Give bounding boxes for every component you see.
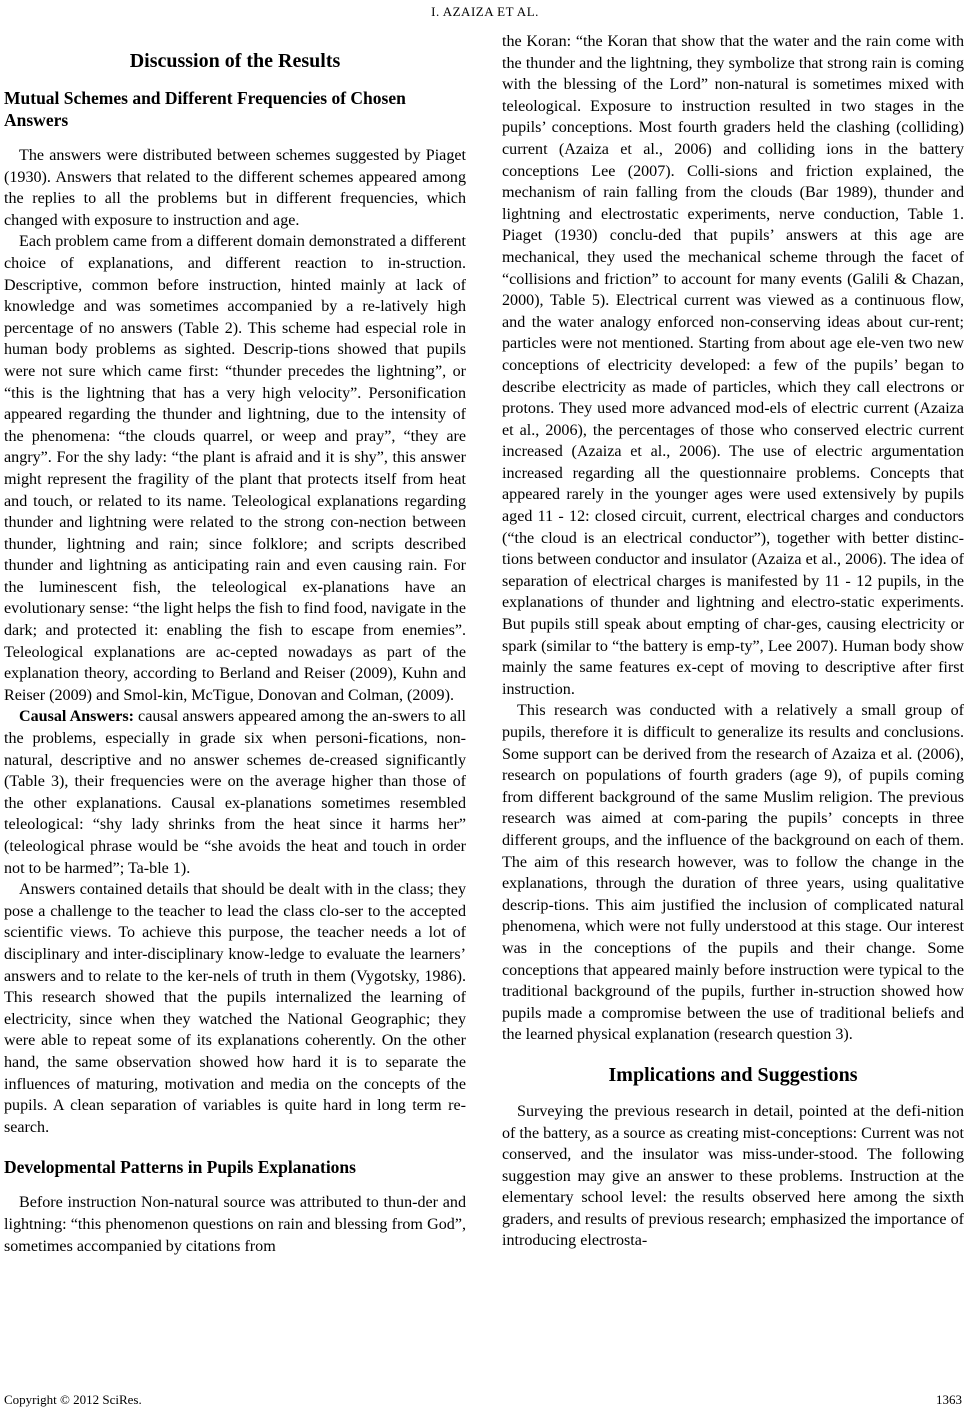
paragraph-text: causal answers appeared among the an-swers to all the problems, especially in grade six when personi-fications, non-natural, descriptive and no answer schemes de-creased significantly (Table 3), their frequencies were on the average higher than those of the other explanations. Causal ex-planations sometimes resembled teleological: “shy lady shrinks from the heat since it harms her” (teleological phrase would be “she avoids the heat and touch in order not to be harmed”; Ta-ble 1).: [4, 708, 466, 877]
paragraph: Answers contained details that should be dealt with in the class; they pose a challenge to the teacher to lead the class clo-ser to the accepted scientific views. To achieve this purpose, the teacher needs a lot of disciplinary and inter-disciplinary know-ledge to evaluate the learners’ answers and to relate to the ker-nels of truth in them (Vygotsky, 1986). This research showed that the pupils internalized the learning of electricity, since when they watched the National Geographic; they were able to repeat some of its explanations coherently. On the other hand, the same observation showed how hard it is to separate the influences of maturing, motivation and media on the concepts of the pupils. A clean separation of variables is quite hard in long term re-search.: [4, 881, 466, 1136]
section-title-discussion: Discussion of the Results: [129, 50, 341, 72]
paragraph: Each problem came from a different domain demonstrated a different choice of explanations, and different reaction to in-struction. Descriptive, common before instruction, hinted mainly at lack of knowledge and was sometimes accompanied by a re-latively high percentage of no answers (Table 2). This scheme had especial role in human body problems as sighted. Descrip-tions showed that pupils were not sure which came first: “thunder precedes the lightning”, or “this is the lightning that has a very high velocity”. Personification appeared regarding the thunder and lightning, due to the intensity of the phenomena: “the clouds quarrel, or weep and pray”, “they are angry”. For the shy lady: “the plant is afraid and it is shy”, this answer might represent the fragility of the plant that protects itself from heat and touch, or related to its name. Teleological explanations regarding thunder and lightning were related to the strong con-nection between thunder, lightning and rain; since folklore; and scripts described thunder and lightning as anticipating rain and even causing rain. For the luminescent fish, the teleological ex-planations have an evolutionary sense: “the light helps the fish to find food, navigate in the dark; and protected it: enabling the fish to escape from enemies”. Teleological explanations are ac-cepted nowadays as part of the explanation theory, according to Berland and Reiser (2009), Kuhn and Reiser (2009) and Smol-kin, McTigue, Donovan and Colman, (2009).: [4, 233, 466, 704]
paragraph: Surveying the previous research in detail, pointed at the defi-nition of the battery, as a source as creating mist-conceptions: Current was not conserved, and the insulator was miss-under-stood. The following suggestion may give an answer to these problems. Instruction at the elementary school level: the results observed here among the sixth graders, and results of previous research; emphasized the importance of introducing electrosta-: [502, 1102, 964, 1250]
subsection-title-developmental-patterns: Developmental Patterns in Pupils Explanations: [4, 1157, 356, 1178]
left-column: [4, 50, 466, 1257]
footer-page-number: 1363: [936, 1392, 962, 1407]
paragraph-lead: Causal Answers:: [19, 708, 134, 726]
footer-copyright: Copyright © 2012 SciRes.: [4, 1392, 142, 1407]
paragraph: This research was conducted with a relatively a small group of pupils, therefore it is difficult to generalize its results and conclusions. Some support can be derived from the research of Azaiza et al. (2006), research on populations of fourth graders (age 9), of pupils coming from different background of the same Muslim religion. The previous research was aimed at com-paring the pupils’ concepts in three different groups, and the influence of the background on each of them. The aim of this research however, was to follow the change in the explanations, through the duration of three years, using qualitative descrip-tions. This aim justified the inclusion of complicated natural phenomena, which were not fully understood at this stage. Our interest was in the conceptions of the pupils and their change. Some conceptions that appeared mainly before instruction were typical to the traditional background of the pupils, further in-struction showed how pupils made a compromise between the use of traditional beliefs and the learned physical explanation (research question 3).: [502, 702, 964, 1044]
paragraph: The answers were distributed between schemes suggested by Piaget (1930). Answers that related to the different schemes appeared among the replies to all the problems but in different frequencies, which changed with exposure to instruction and age.: [4, 147, 466, 229]
paragraph-causal-answers: [4, 706, 466, 879]
paragraph: the Koran: “the Koran that show that the water and the rain come with the thunder and the lightning, they symbolize that strong rain is coming with the blessing of the Lord” non-natural is sometimes mixed with teleological. Exposure to instruction resulted in two stages in the pupils’ conceptions. Most fourth graders held the clashing (colliding) current (Azaiza et al., 2006) and colliding ions in the battery conceptions Lee (2007). Colli-sions and friction explained, the mechanism of rain falling from the clouds (Bar 1989), thunder and lightning and electrostatic experiments, nerve conduction, Table 1. Piaget (1930) conclu-ded that pupils’ answers at this age are mechanical, they used the mechanical scheme through the facet of “collisions and friction” to account for many events (Galili & Chazan, 2000), Table 5). Electrical current was viewed as a continuous flow, and the water analogy enforced non-conserving ideas about cur-rent; particles were not mentioned. Starting from about age ele-ven two new conceptions of electricity developed: a few of the pupils’ began to describe electricity as made of particles, which they call electrons or protons. They used more advanced mod-els of electric current (Azaiza et al., 2006), the percentages of those who conserved electric current increased (Azaiza et al., 2006). The use of electric argumentation increased regarding all the questionnaire problems. Concepts that appeared rarely in the younger ages were used extensively by pupils aged 11 - 12: closed circuit, current, electrical charges and conductors (“the cloud is an electrical conductor”), together with better distinc-tions between conductor and insulator (Azaiza et al., 2006). The idea of separation of electrical charges is manifested by 11 - 12 pupils, in the explanations of thunder and lightning and electro-static experiments. But pupils still speak about empting of char-ges, causing electricity or spark (similar to “the battery is emp-ty”, Lee 2007). Human body show mainly the same features ex-cept of moving to descriptive after first instruction.: [502, 33, 964, 698]
running-head: I. AZAIZA ET AL.: [431, 4, 539, 19]
section-title-implications: Implications and Suggestions: [608, 1063, 858, 1086]
right-column: [502, 31, 964, 1252]
subsection-title-mutual-schemes: Mutual Schemes and Different Frequencies of Chosen Answers: [4, 88, 406, 130]
paragraph: Before instruction Non-natural source was attributed to thun-der and lightning: “this phenomenon questions on rain and blessing from God”, sometimes accompanied by citations from: [4, 1194, 466, 1255]
